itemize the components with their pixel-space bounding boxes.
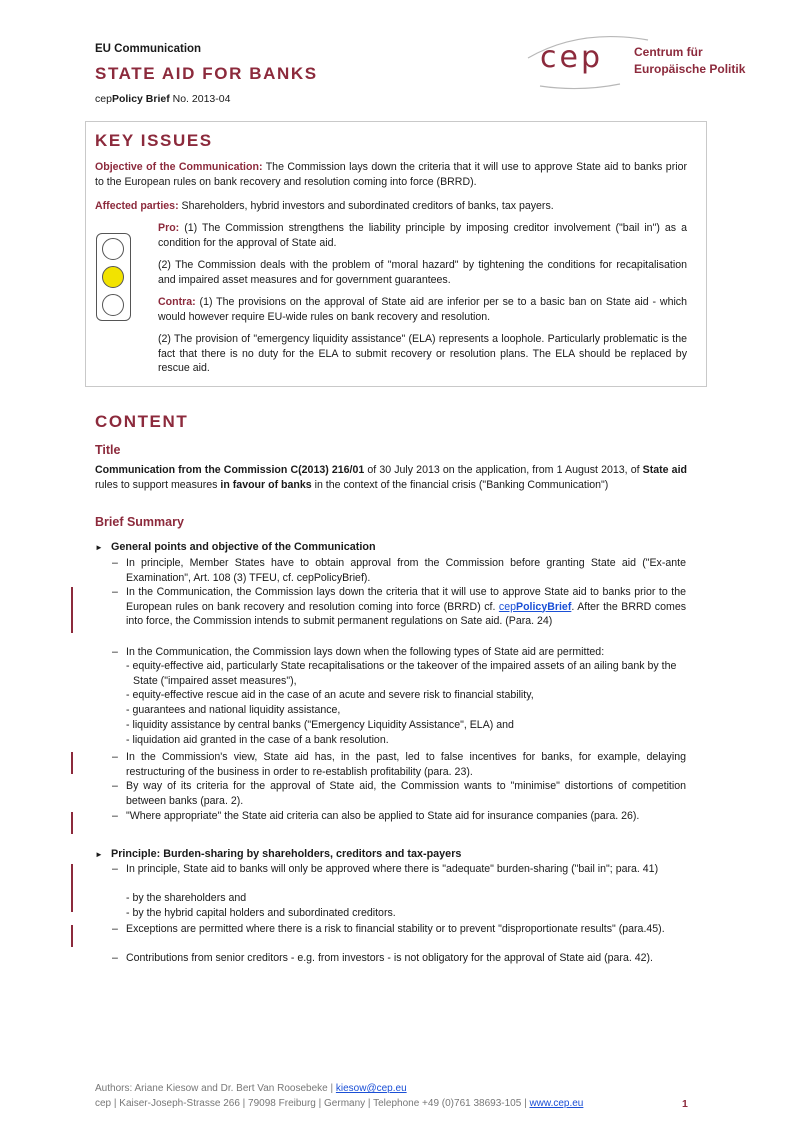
traffic-light-lamp-off <box>102 294 124 316</box>
section-general-heading: ► General points and objective of the Communication <box>95 541 376 553</box>
sub-list-item: - by the shareholders and <box>126 892 247 904</box>
list-item: – In the Communication, the Commission lays down the criteria that it will use to approve State aid to banks prior to the European rules on bank recovery and resolution coming into force (BRRD) cf. cepPolicyBrief. After the BRRD comes into force, the Commission intends to submit permanent regulations on Sate aid. (Para. 24) <box>112 586 687 627</box>
sub-list-item: - by the hybrid capital holders and subordinated creditors. <box>126 907 396 919</box>
author-email-link[interactable]: kiesow@cep.eu <box>335 1083 407 1094</box>
title-heading: Title <box>95 443 121 457</box>
sub-list-item: - liquidation aid granted in the case of a bank resolution. <box>126 734 389 746</box>
pro-2-paragraph: (2) The Commission deals with the problem of "moral hazard" by tightening the conditions for recapitalisation and impaired asset measures and for government guarantees. <box>158 259 687 286</box>
traffic-light-lamp-off <box>102 238 124 260</box>
cep-logo-text: cep <box>540 40 603 75</box>
list-item: – "Where appropriate" the State aid criteria can also be applied to State aid for insurance companies (para. 26). <box>112 810 640 822</box>
list-item: – In principle, Member States have to obtain approval from the Commission before granting State aid ("Ex-ante Examination", Art. 108 (3) TFEU, cf. cepPolicyBrief). <box>112 557 686 584</box>
change-bar <box>71 864 73 912</box>
triangle-bullet-icon: ► <box>95 543 103 552</box>
sub-list-item: - equity-effective aid, particularly State recapitalisations or the takeover of the impaired assets of an ailing bank by the State ("impaired asset measures"), <box>126 660 677 687</box>
sub-list-item: - equity-effective rescue aid in the case of an acute and severe risk to financial stability, <box>126 689 534 701</box>
affected-parties-paragraph: Affected parties: Shareholders, hybrid investors and subordinated creditors of banks, tax payers. <box>95 200 554 212</box>
list-item: – In principle, State aid to banks will only be approved where there is "adequate" burden-sharing ("bail in"; para. 41) <box>112 863 659 875</box>
change-bar <box>71 925 73 947</box>
change-bar <box>71 752 73 774</box>
change-bar <box>71 587 73 633</box>
section-burden-sharing-heading: ► Principle: Burden-sharing by shareholders, creditors and tax-payers <box>95 848 462 860</box>
pro-1-paragraph: Pro: (1) The Commission strengthens the liability principle by imposing creditor involvement ("bail in") as a condition for the approval of State aid. <box>158 222 687 249</box>
contra-1-paragraph: Contra: (1) The provisions on the approval of State aid are inferior per se to a basic ban on State aid - which would however require EU-wide rules on bank recovery and resolution. <box>158 296 687 323</box>
list-item: – In the Commission's view, State aid has, in the past, led to false incentives for banks, for example, delaying restructuring of the business in order to re-establish profitability (para. 23). <box>112 751 686 778</box>
sub-list-item: - guarantees and national liquidity assistance, <box>126 704 341 716</box>
title-paragraph: Communication from the Commission C(2013) 216/01 of 30 July 2013 on the application, from 1 August 2013, of State aid rules to support measures in favour of banks in the context of the financial crisis ("Banking Communication") <box>95 464 687 491</box>
change-bar <box>71 812 73 834</box>
key-issues-heading: KEY ISSUES <box>95 131 213 150</box>
policy-brief-number: cepPolicy Brief No. 2013-04 <box>95 93 231 105</box>
footer-address: cep | Kaiser-Joseph-Strasse 266 | 79098 Freiburg | Germany | Telephone +49 (0)761 38693-105 | www.cep.eu <box>95 1098 584 1109</box>
list-item: – Exceptions are permitted where there is a risk to financial stability or to prevent "disproportionate results" (para.45). <box>112 923 665 935</box>
organisation-name: Centrum für Europäische Politik <box>634 45 746 76</box>
document-type: EU Communication <box>95 43 202 55</box>
footer-authors: Authors: Ariane Kiesow and Dr. Bert Van Roosebeke | kiesow@cep.eu <box>95 1083 407 1094</box>
brief-summary-heading: Brief Summary <box>95 515 184 529</box>
objective-paragraph: Objective of the Communication: The Commission lays down the criteria that it will use to approve State aid to banks prior to the European rules on bank recovery and resolution coming into force (BRRD). <box>95 161 687 188</box>
website-link[interactable]: www.cep.eu <box>529 1098 584 1109</box>
sub-list-item: - liquidity assistance by central banks ("Emergency Liquidity Assistance", ELA) and <box>126 719 514 731</box>
triangle-bullet-icon: ► <box>95 850 103 859</box>
page-number: 1 <box>682 1098 688 1110</box>
list-item: – In the Communication, the Commission lays down when the following types of State aid are permitted: <box>112 646 605 658</box>
policy-brief-link[interactable]: cepPolicyBrief <box>498 600 572 613</box>
list-item: – Contributions from senior creditors - e.g. from investors - is not obligatory for the approval of State aid (para. 42). <box>112 952 653 964</box>
document-title: STATE AID FOR BANKS <box>95 64 318 83</box>
traffic-light-icon <box>96 233 131 321</box>
contra-2-paragraph: (2) The provision of "emergency liquidity assistance" (ELA) represents a loophole. Particularly problematic is the fact that there is no duty for the ELA to submit recovery or resolution plans. The ELA should be replaced by rescue aid. <box>158 333 687 374</box>
traffic-light-lamp-yellow <box>102 266 124 288</box>
content-heading: CONTENT <box>95 412 189 431</box>
list-item: – By way of its criteria for the approval of State aid, the Commission wants to "minimise" distortions of competition between banks (para. 2). <box>112 780 686 807</box>
